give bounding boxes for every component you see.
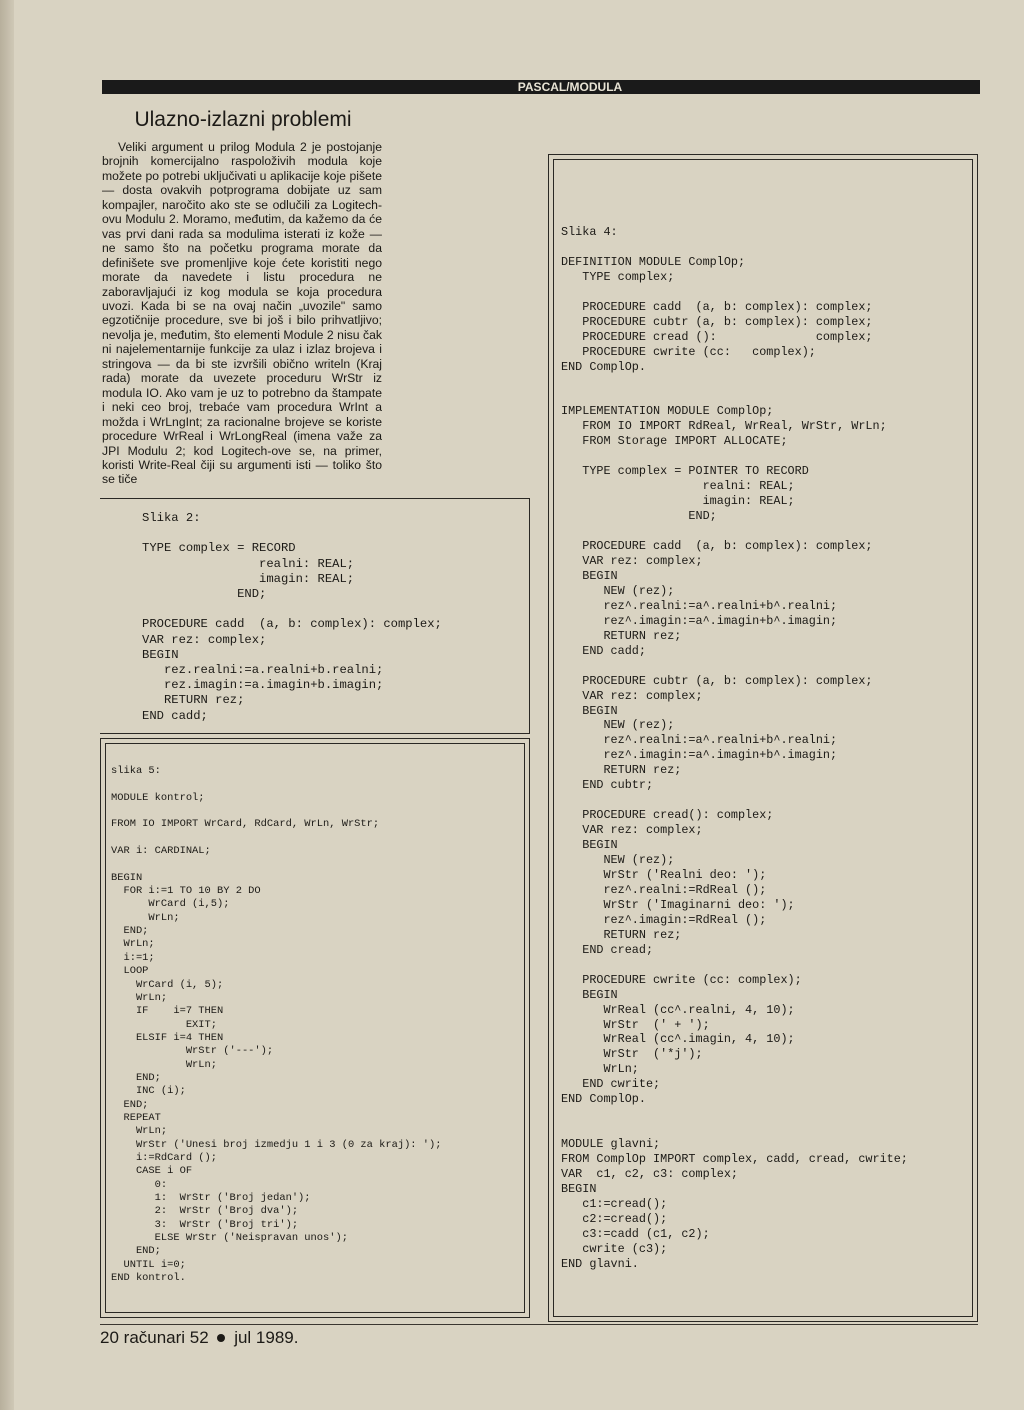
bullet-dot-icon xyxy=(217,1334,225,1342)
article-paragraph: Veliki argument u prilog Modula 2 je postojanje brojnih komercijalno raspoloživih modula koje možete po potrebi uključivati u aplikacije koje pišete — dosta ovakvih potprograma dobijate uz sam kompajler, naročito ako ste se odlučili za Logitech-ovu Modulu 2. Moramo, međutim, da kažemo da će vas prvi dani rada sa modulima isterati iz kože — ne samo što na početku programa morate da definišete sve promenljive koje ćete koristiti nego morate da navedete i listu procedura ne zaboravljajući iz kog modula se koja procedura uvozi. Kada bi se na ovaj način „uvozile" samo egzotičnije procedure, sve bi još i bilo prihvatljivo; nevolja je, međutim, što elementi Module 2 nisu čak ni najelementarnije funkcije za ulaz i izlaz brojeva i stringova — da bi ste izvršili obično writeln (Kraj rada) morate da uvezete proceduru WrStr iz modula IO. Ako vam je uz to potrebno da štampate i neki ceo broj, trebaće vam procedura WrInt a možda i WrLngInt; za racionalne brojeve se koriste procedure WrReal i WrLongReal (imena važe za JPI Modulu 2; kod Logitech-ove se, na primer, koristi Write-Real čiji su argumenti isti — toliko što se tiče xyxy=(102,140,382,487)
section-header-bar xyxy=(102,80,980,94)
page-edge xyxy=(0,0,14,1410)
footer-page-number: 20 xyxy=(100,1328,119,1347)
listing-5-box xyxy=(100,738,530,1318)
footer-rule xyxy=(100,1324,978,1325)
listing-4-box xyxy=(548,154,978,1322)
footer-magazine: računari 52 xyxy=(123,1328,209,1347)
listing-2-box xyxy=(100,498,530,734)
article-title: Ulazno-izlazni problemi xyxy=(134,108,352,131)
listing-2-code: Slika 2: TYPE complex = RECORD realni: REAL; imagin: REAL; END; PROCEDURE cadd (a, b: complex): complex; VAR rez: complex; BEGIN rez.realni:=a.realni+b.realni; rez.imagin:=a.imagin+b.imagin; RETURN rez; END cadd; xyxy=(142,511,442,723)
section-header: PASCAL/MODULA xyxy=(517,80,623,94)
footer-date: jul 1989. xyxy=(234,1328,299,1347)
page-footer xyxy=(100,1328,298,1348)
listing-5-code: slika 5: MODULE kontrol; FROM IO IMPORT WrCard, RdCard, WrLn, WrStr; VAR i: CARDINAL; BEGIN FOR i:=1 TO 10 BY 2 DO WrCard (i,5); WrLn; END; WrLn; i:=1; LOOP WrCard (i, 5); WrLn; IF i=7 THEN EXIT; ELSIF i=4 THEN WrStr ('---'); WrLn; END; INC (i); END; REPEAT WrLn; WrStr ('Unesi broj izmedju 1 i 3 (0 za kraj): '); i:=RdCard (); CASE i OF 0: 1: WrStr ('Broj jedan'); 2: WrStr ('Broj dva'); 3: WrStr ('Broj tri'); ELSE WrStr ('Neispravan unos'); END; UNTIL i=0; END kontrol. xyxy=(111,765,442,1285)
listing-4-code: Slika 4: DEFINITION MODULE ComplOp; TYPE complex; PROCEDURE cadd (a, b: complex): complex; PROCEDURE cubtr (a, b: complex): complex; PROCEDURE cread (): complex; PROCEDURE cwrite (cc: complex); END ComplOp. IMPLEMENTATION MODULE ComplOp; FROM IO IMPORT RdReal, WrReal, WrStr, WrLn; FROM Storage IMPORT ALLOCATE; TYPE complex = POINTER TO RECORD realni: REAL; imagin: REAL; END; PROCEDURE cadd (a, b: complex): complex; VAR rez: complex; BEGIN NEW (rez); rez^.realni:=a^.realni+b^.realni; rez^.imagin:=a^.imagin+b^.imagin; RETURN rez; END cadd; PROCEDURE cubtr (a, b: complex): complex; VAR rez: complex; BEGIN NEW (rez); rez^.realni:=a^.realni+b^.realni; rez^.imagin:=a^.imagin+b^.imagin; RETURN rez; END cubtr; PROCEDURE cread(): complex; VAR rez: complex; BEGIN NEW (rez); WrStr ('Realni deo: '); rez^.realni:=RdReal (); WrStr ('Imaginarni deo: '); rez^.imagin:=RdReal (); RETURN rez; END cread; PROCEDURE cwrite (cc: complex); BEGIN WrReal (cc^.realni, 4, 10); WrStr (' + '); WrReal (cc^.imagin, 4, 10); WrStr ('*j'); WrLn; END cwrite; END ComplOp. MODULE glavni; FROM ComplOp IMPORT complex, cadd, cread, cwrite; VAR c1, c2, c3: complex; BEGIN c1:=cread(); c2:=cread(); c3:=cadd (c1, c2); cwrite (c3); END glavni. xyxy=(561,225,908,1271)
article-body xyxy=(102,140,382,496)
